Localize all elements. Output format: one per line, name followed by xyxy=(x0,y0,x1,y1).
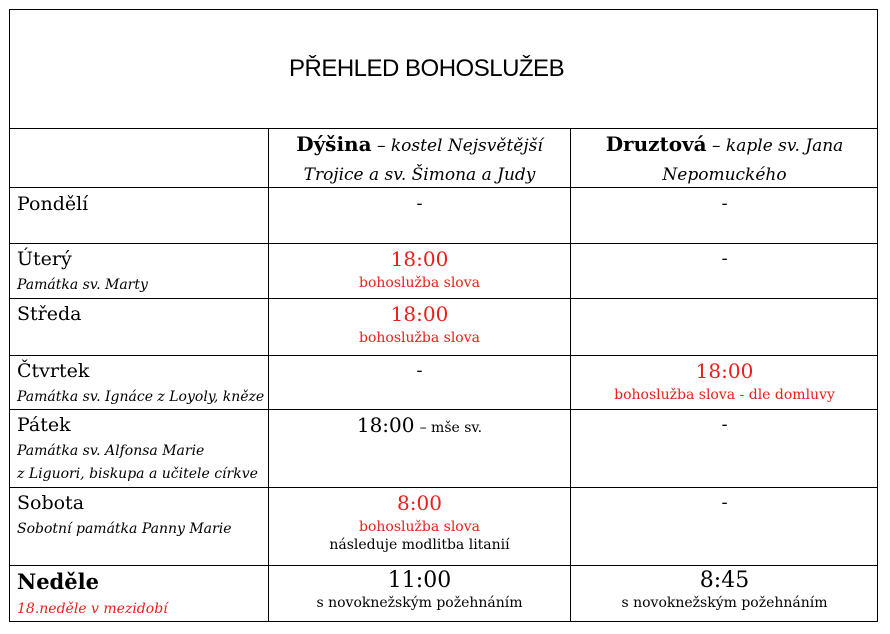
day-label: Středa xyxy=(17,303,82,325)
cell-dysina xyxy=(270,568,569,611)
cell-druztova xyxy=(572,359,877,403)
header-dysina-name: Dýšina xyxy=(296,132,372,156)
row-divider xyxy=(9,487,878,488)
empty-dash: - xyxy=(416,193,423,214)
service-time: 8:00 xyxy=(397,491,442,515)
cell-druztova xyxy=(572,193,877,214)
service-time: 8:45 xyxy=(699,568,750,593)
service-note-extra: následuje modlitba litanií xyxy=(329,537,510,553)
day-subtitle: Památka sv. Marty xyxy=(17,277,148,293)
row-divider xyxy=(9,565,878,566)
empty-dash: - xyxy=(721,193,728,214)
header-druztova-name: Druztová xyxy=(605,132,707,156)
service-time: 18:00 xyxy=(390,302,449,326)
day-label: Pondělí xyxy=(17,193,89,215)
service-note: bohoslužba slova - dle domluvy xyxy=(614,387,835,403)
cell-dysina xyxy=(270,413,569,437)
cell-dysina xyxy=(270,193,569,214)
service-note: bohoslužba slova xyxy=(359,330,480,346)
empty-dash: - xyxy=(721,492,728,513)
day-subtitle-line1: Památka sv. Alfonsa Marie xyxy=(17,443,205,459)
day-subtitle: Sobotní památka Panny Marie xyxy=(17,521,232,537)
service-note: s novoknežským požehnáním xyxy=(621,595,828,611)
service-time: 11:00 xyxy=(387,568,452,593)
row-divider xyxy=(9,298,878,299)
header-druztova-desc2: Nepomuckého xyxy=(662,165,787,185)
service-note: bohoslužba slova xyxy=(359,275,480,291)
header-dysina-desc2: Trojice a sv. Šimona a Judy xyxy=(303,165,536,185)
day-subtitle: Památka sv. Ignáce z Loyoly, kněze xyxy=(17,389,265,405)
day-label: Čtvrtek xyxy=(17,360,90,382)
service-note: – mše sv. xyxy=(419,420,483,436)
row-divider xyxy=(9,409,878,410)
header-druztova-desc1: – kaple sv. Jana xyxy=(712,136,844,156)
header-dysina-desc1: – kostel Nejsvětější xyxy=(376,136,543,156)
empty-dash: - xyxy=(721,414,728,435)
title-row xyxy=(9,9,878,129)
cell-druztova xyxy=(572,492,877,513)
page-title: PŘEHLED BOHOSLUŽEB xyxy=(289,55,565,82)
service-note: bohoslužba slova xyxy=(359,519,480,535)
cell-druztova xyxy=(572,414,877,435)
cell-dysina xyxy=(270,491,569,553)
day-label: Pátek xyxy=(17,414,71,436)
service-time: 18:00 xyxy=(390,247,449,271)
day-label: Úterý xyxy=(17,248,72,270)
cell-dysina xyxy=(270,247,569,291)
header-dysina xyxy=(270,130,569,190)
service-time: 18:00 xyxy=(356,413,415,437)
cell-dysina xyxy=(270,360,569,381)
day-subtitle: 18.neděle v mezidobí xyxy=(17,601,168,617)
cell-druztova xyxy=(572,568,877,611)
column-divider xyxy=(268,129,269,622)
column-divider xyxy=(570,129,571,622)
day-label: Neděle xyxy=(17,569,99,594)
empty-dash: - xyxy=(416,360,423,381)
day-subtitle-line2: z Liguori, biskupa a učitele církve xyxy=(17,466,258,482)
header-druztova xyxy=(572,130,877,190)
row-divider xyxy=(9,243,878,244)
cell-druztova xyxy=(572,248,877,269)
empty-dash: - xyxy=(721,248,728,269)
service-time: 18:00 xyxy=(695,359,754,383)
cell-dysina xyxy=(270,302,569,346)
service-note: s novoknežským požehnáním xyxy=(316,595,523,611)
day-label: Sobota xyxy=(17,492,85,514)
row-divider xyxy=(9,355,878,356)
